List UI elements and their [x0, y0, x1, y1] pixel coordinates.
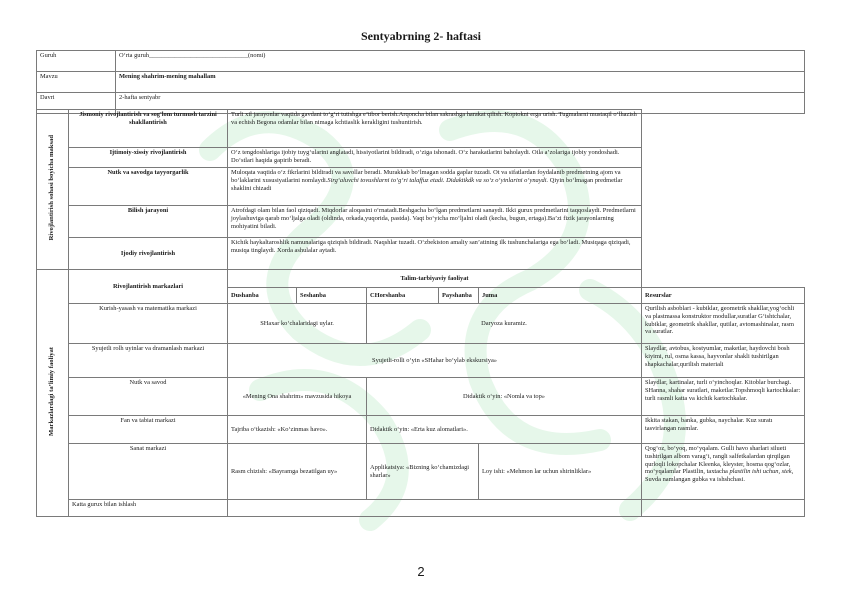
info-label: Guruh	[37, 51, 116, 72]
activity-cell: Syujetli-rolli o‘yin «SHahar bo‘ylab ekskursiya»	[228, 344, 642, 378]
goals-side-label: Rivojlantirish sohasi boyicha maksad	[37, 110, 69, 270]
activities-side-label: Markazlardagi ta’limiy faoliyat	[37, 270, 69, 517]
goal-row	[37, 238, 805, 270]
main-activity-header: Talim-tarbiyaviy faoliyat	[228, 270, 642, 288]
activity-cell	[228, 500, 642, 517]
goal-text: O‘z tengdoshlariga ijobiy tuyg‘ularini anglatadi, hissiyotlarini bildiradi, o‘ziga ishonadi. O‘z harakatlarini baholaydi. Oila a’zolariga ijobiy yondoshadi. Do‘stlari haqida gapirib beradi.	[228, 148, 642, 168]
goal-area: Nutk va savodga tayyorgarlik	[69, 168, 228, 206]
resources-text: Qog‘oz, bo‘yoq, mo‘yqalam. Gulli havo sharlari silueti tushirilgan albom varag‘i, rangli salfetkalardan qirqilgan qurloqli lokopchalar Kleenka, kleyster, hosma qog‘ozlar, mo‘yqalamlar Plastilin, taxtacha	[645, 445, 791, 476]
activity-cell: Daryoza kuramiz.	[367, 304, 642, 344]
activity-cell: Didaktik o‘yin: «Nomla va top»	[367, 378, 642, 416]
resources-cell: Slaydlar, avtobus, kostyumlar, maketlar, haydovchi bosh kiyimi, rul, osma kassa, hayvonlar shakli tushirilgan shapkachalar,qurilish materiali	[642, 344, 805, 378]
center-name: Nutk va savod	[69, 378, 228, 416]
goal-text-end: Qiyin bo‘lmagan predmetlar shaklini chizadi	[231, 176, 623, 192]
info-label: Davri	[37, 93, 116, 114]
info-row-topic	[37, 72, 805, 93]
resources-text-end: , Suvda namlangan gubka va ishshchasi.	[645, 468, 794, 484]
day-header-tuesday: Seshanba	[297, 288, 367, 304]
info-row-group	[37, 51, 805, 72]
goal-text	[228, 168, 642, 206]
goal-text-italic: Sirg‘aluvchi tovushlarni to‘g‘ri talaffuz etadi. Didaktikdk va so‘z o‘yinlarini o‘ynaydi.	[327, 176, 549, 184]
activity-cell: Loy ishi: «Mehmon lar uchun shirinliklar»	[479, 444, 642, 500]
activity-cell: «Mening Ona shahrim» mavzusida hikoya	[228, 378, 367, 416]
resources-cell: Slaydlar, kartinalar, turli o‘yinchoqlar. Kitoblar burchagi. SHanna, shahar suratlari, maketlar.Topshmoqli kartochkalar: turli rasmli katta va kichik kartochkalar.	[642, 378, 805, 416]
activity-row	[37, 304, 805, 344]
goal-text: Atrofdagi olam bilan faol qiziqadi. Miqdorlar aloqasini o‘rnatadi.Beshgacha bo‘lgan predmetlarni sanaydi. Ikki guruх predmetlarini taqqoslaydi. Predmetlarni joylashuviga qarab mo‘ljalga oladi (oldinda, orkada,yuqorida, pastda). Vaqt bo‘yicha mo‘ljalni oladi (kecha, bugun, ertaga).Ba’zi fizik jarayonlarning mohiyatini biladi.	[228, 206, 642, 238]
resources-cell: Qurilish asboblari - kubiklar, geometrik shakllar,yog‘ochli va plastmassa konstruktor modullar,suratlar G‘ishtchalar, kubiklar, geometrik shakllar, qutilar, avtomashinalar, rasm va suratlar.	[642, 304, 805, 344]
activity-cell: Rasm chizish: «Bayramga bezatilgan uy»	[228, 444, 367, 500]
goal-row	[37, 206, 805, 238]
resources-text-italic: plastilin ishi uchun, stek	[727, 468, 792, 476]
activity-row	[37, 500, 805, 517]
goal-area: Ijtimoiy-xissiy rivojlantirish	[69, 148, 228, 168]
page-number: 2	[417, 564, 425, 579]
info-value: 2-hafta sentyabr	[116, 93, 805, 114]
goal-text-part: Muloqata vaqtida o‘z fikrlarini bildiradi va savollar beradi. Murakkab bo‘lmagan sodda gaplar tuzadi. Ot va sifatlardan foydalanib predmetning ajom va bo‘laklarini xususiyatlarini nomlaydi.	[231, 169, 621, 184]
activity-row	[37, 416, 805, 444]
day-header-friday: Juma	[479, 288, 642, 304]
centers-header: Rivojlantirish markazlari	[69, 270, 228, 304]
info-label: Mavzu	[37, 72, 116, 93]
center-name: Syujetli rolh uyinlar va dramanlash markazi	[69, 344, 228, 378]
goal-row	[37, 148, 805, 168]
activity-row	[37, 378, 805, 416]
activity-cell: SHaxar ko‘chalaridagi uylar.	[228, 304, 367, 344]
day-header-thursday: Payshanba	[439, 288, 479, 304]
resources-cell	[642, 500, 805, 517]
activity-row	[37, 444, 805, 500]
resources-cell: Ikkita stakan, banka, gubka, naychalar. Kuz suratı tasvirlangan rasmlar.	[642, 416, 805, 444]
activity-row	[37, 344, 805, 378]
info-value: Mening shahrim-mening mahallam	[116, 72, 805, 93]
goal-area: Jismoniy rivojlantirish va sog'lom turmush tarzini shakllantirish	[69, 110, 228, 148]
goal-row	[37, 168, 805, 206]
info-table	[36, 50, 805, 114]
activities-header-row	[37, 270, 805, 288]
goal-text: Kichik haykaltaroshlik namunalariga qiziqish bildiradi. Naqshlar tuzadi. O‘zbekiston amaliy san’atining ilk tushunchalariga ega bo‘ladi. Musiqaga qiziqadi, musiqa tinglaydi. Xorda ashulalar aytadi.	[228, 238, 642, 270]
goal-area: Ijodiy rivojlantirish	[69, 238, 228, 270]
plan-table	[36, 109, 805, 517]
activity-cell: Tajriba o‘tkazish: «Ko‘zinmas havo».	[228, 416, 367, 444]
page-title: Sentyabrning 2- haftasi	[360, 29, 482, 43]
day-header-wednesday: CHorshanba	[367, 288, 439, 304]
center-name: Sanat markazi	[69, 444, 228, 500]
day-header-monday: Dushanba	[228, 288, 297, 304]
center-name: Kurish-yasash va matematika markazi	[69, 304, 228, 344]
info-value: O‘rta guruh_______________________________(nomi)	[116, 51, 805, 72]
center-name: Katta guruх bilan ishlash	[69, 500, 228, 517]
resources-header: Resurslar	[642, 288, 805, 304]
activity-cell: Didaktik o‘yin: «Erta kuz alomatlari».	[367, 416, 642, 444]
goal-area: Bilish jarayoni	[69, 206, 228, 238]
activity-cell: Applikatsiya: «Bizning ko‘chamizdagi sharlar»	[367, 444, 479, 500]
resources-cell	[642, 444, 805, 500]
goal-text: Turli xil jarayonlar vaqtida gavdani to‘g‘ri tutishga e’tibor berish.Arqoncha bilan sakrashga harakat qilish. Koptokni erga urish. Tugmalarni mustaqil o‘lhazish va echish Begona odamlar bilan nimaga kchtiaslik kerakligini tushuntirish.	[228, 110, 642, 148]
goal-row	[37, 110, 805, 148]
center-name: Fan va tabiat markazi	[69, 416, 228, 444]
